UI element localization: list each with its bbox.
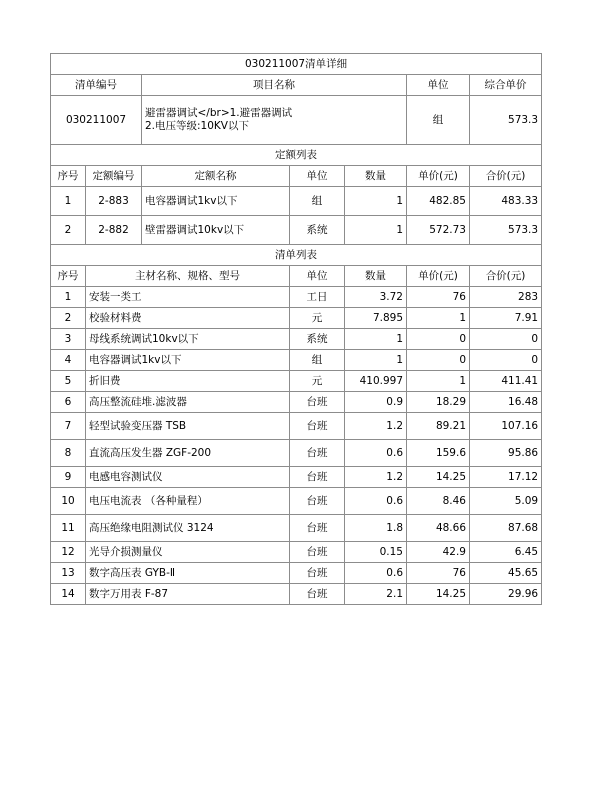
material-row bbox=[51, 350, 542, 371]
quota-row bbox=[51, 216, 542, 245]
material-unit: 元 bbox=[290, 371, 345, 392]
material-row bbox=[51, 308, 542, 329]
material-price: 1 bbox=[407, 371, 470, 392]
quota-row bbox=[51, 187, 542, 216]
material-row bbox=[51, 488, 542, 515]
material-name: 高压整流硅堆.滤波器 bbox=[86, 392, 290, 413]
material-price: 14.25 bbox=[407, 467, 470, 488]
material-total: 29.96 bbox=[470, 584, 542, 605]
material-price: 159.6 bbox=[407, 440, 470, 467]
material-no: 12 bbox=[51, 542, 86, 563]
material-row bbox=[51, 515, 542, 542]
material-qty: 0.6 bbox=[345, 440, 407, 467]
material-no: 6 bbox=[51, 392, 86, 413]
material-name: 安装一类工 bbox=[86, 287, 290, 308]
material-unit: 元 bbox=[290, 308, 345, 329]
material-unit: 组 bbox=[290, 350, 345, 371]
material-total: 45.65 bbox=[470, 563, 542, 584]
material-unit: 台班 bbox=[290, 515, 345, 542]
quota-total: 573.3 bbox=[470, 216, 542, 245]
quota-unit: 系统 bbox=[290, 216, 345, 245]
material-total: 17.12 bbox=[470, 467, 542, 488]
material-unit: 台班 bbox=[290, 413, 345, 440]
bill-code: 030211007 bbox=[51, 96, 142, 145]
bill-header-row bbox=[51, 75, 542, 96]
material-qty: 0.9 bbox=[345, 392, 407, 413]
material-unit: 台班 bbox=[290, 563, 345, 584]
bill-code-header: 清单编号 bbox=[51, 75, 142, 96]
quota-section-title: 定额列表 bbox=[51, 145, 542, 166]
material-no: 3 bbox=[51, 329, 86, 350]
material-name: 电感电容测试仪 bbox=[86, 467, 290, 488]
material-qty: 2.1 bbox=[345, 584, 407, 605]
material-total: 95.86 bbox=[470, 440, 542, 467]
material-price: 76 bbox=[407, 563, 470, 584]
material-total: 0 bbox=[470, 329, 542, 350]
material-total: 7.91 bbox=[470, 308, 542, 329]
material-total: 283 bbox=[470, 287, 542, 308]
material-price: 0 bbox=[407, 329, 470, 350]
quota-unit: 组 bbox=[290, 187, 345, 216]
quota-total: 483.33 bbox=[470, 187, 542, 216]
quota-name: 电容器调试1kv以下 bbox=[142, 187, 290, 216]
bill-row bbox=[51, 96, 542, 145]
material-name: 电压电流表 （各种量程） bbox=[86, 488, 290, 515]
material-name: 电容器调试1kv以下 bbox=[86, 350, 290, 371]
material-price: 42.9 bbox=[407, 542, 470, 563]
material-total-header: 合价(元) bbox=[470, 266, 542, 287]
material-price-header: 单价(元) bbox=[407, 266, 470, 287]
material-price: 18.29 bbox=[407, 392, 470, 413]
material-qty: 1.2 bbox=[345, 467, 407, 488]
quota-name: 壁雷器调试10kv以下 bbox=[142, 216, 290, 245]
quota-price-header: 单价(元) bbox=[407, 166, 470, 187]
material-name: 直流高压发生器 ZGF-200 bbox=[86, 440, 290, 467]
material-price: 0 bbox=[407, 350, 470, 371]
material-no: 5 bbox=[51, 371, 86, 392]
material-no: 14 bbox=[51, 584, 86, 605]
material-unit: 台班 bbox=[290, 584, 345, 605]
material-no: 11 bbox=[51, 515, 86, 542]
material-row bbox=[51, 392, 542, 413]
material-qty: 7.895 bbox=[345, 308, 407, 329]
quota-qty: 1 bbox=[345, 187, 407, 216]
material-price: 1 bbox=[407, 308, 470, 329]
material-total: 411.41 bbox=[470, 371, 542, 392]
material-total: 0 bbox=[470, 350, 542, 371]
material-no: 2 bbox=[51, 308, 86, 329]
material-unit: 台班 bbox=[290, 440, 345, 467]
material-qty: 1.8 bbox=[345, 515, 407, 542]
material-name: 折旧费 bbox=[86, 371, 290, 392]
material-unit: 台班 bbox=[290, 488, 345, 515]
material-no: 13 bbox=[51, 563, 86, 584]
material-no: 1 bbox=[51, 287, 86, 308]
material-row bbox=[51, 563, 542, 584]
quota-no-header: 序号 bbox=[51, 166, 86, 187]
quota-price: 572.73 bbox=[407, 216, 470, 245]
material-qty: 410.997 bbox=[345, 371, 407, 392]
bill-name-header: 项目名称 bbox=[142, 75, 407, 96]
material-qty: 1 bbox=[345, 329, 407, 350]
material-price: 14.25 bbox=[407, 584, 470, 605]
material-row bbox=[51, 329, 542, 350]
material-total: 107.16 bbox=[470, 413, 542, 440]
bill-name-line1: 避雷器调试</br>1.避雷器调试 bbox=[145, 107, 293, 119]
materials-section-title: 清单列表 bbox=[51, 245, 542, 266]
material-qty: 0.6 bbox=[345, 563, 407, 584]
material-qty: 0.6 bbox=[345, 488, 407, 515]
material-price: 89.21 bbox=[407, 413, 470, 440]
material-qty: 0.15 bbox=[345, 542, 407, 563]
material-no-header: 序号 bbox=[51, 266, 86, 287]
bill-unit-header: 单位 bbox=[407, 75, 470, 96]
material-unit: 台班 bbox=[290, 467, 345, 488]
bill-unit: 组 bbox=[407, 96, 470, 145]
material-no: 9 bbox=[51, 467, 86, 488]
quota-no: 1 bbox=[51, 187, 86, 216]
bill-name-line2: 2.电压等级:10KV以下 bbox=[145, 120, 249, 132]
material-qty-header: 数量 bbox=[345, 266, 407, 287]
material-price: 48.66 bbox=[407, 515, 470, 542]
title-row bbox=[51, 54, 542, 75]
material-price: 76 bbox=[407, 287, 470, 308]
material-no: 7 bbox=[51, 413, 86, 440]
material-total: 16.48 bbox=[470, 392, 542, 413]
quota-header-row bbox=[51, 166, 542, 187]
quota-code: 2-883 bbox=[86, 187, 142, 216]
material-row bbox=[51, 287, 542, 308]
materials-section-row bbox=[51, 245, 542, 266]
materials-header-row bbox=[51, 266, 542, 287]
quota-code: 2-882 bbox=[86, 216, 142, 245]
page-title: 030211007清单详细 bbox=[51, 54, 542, 75]
material-name: 校验材料费 bbox=[86, 308, 290, 329]
material-unit: 工日 bbox=[290, 287, 345, 308]
material-name: 数字高压表 GYB-Ⅱ bbox=[86, 563, 290, 584]
quota-total-header: 合价(元) bbox=[470, 166, 542, 187]
material-row bbox=[51, 440, 542, 467]
material-unit-header: 单位 bbox=[290, 266, 345, 287]
quota-qty-header: 数量 bbox=[345, 166, 407, 187]
material-row bbox=[51, 371, 542, 392]
quota-unit-header: 单位 bbox=[290, 166, 345, 187]
bill-price: 573.3 bbox=[470, 96, 542, 145]
material-unit: 台班 bbox=[290, 392, 345, 413]
material-no: 4 bbox=[51, 350, 86, 371]
material-name: 轻型试验变压器 TSB bbox=[86, 413, 290, 440]
bill-name bbox=[142, 96, 407, 145]
material-qty: 1.2 bbox=[345, 413, 407, 440]
material-row bbox=[51, 542, 542, 563]
quota-qty: 1 bbox=[345, 216, 407, 245]
material-no: 8 bbox=[51, 440, 86, 467]
bill-price-header: 综合单价 bbox=[470, 75, 542, 96]
material-price: 8.46 bbox=[407, 488, 470, 515]
material-unit: 系统 bbox=[290, 329, 345, 350]
bill-detail-table bbox=[50, 53, 542, 605]
material-name: 高压绝缘电阻测试仪 3124 bbox=[86, 515, 290, 542]
quota-no: 2 bbox=[51, 216, 86, 245]
material-total: 6.45 bbox=[470, 542, 542, 563]
material-total: 5.09 bbox=[470, 488, 542, 515]
quota-price: 482.85 bbox=[407, 187, 470, 216]
material-name: 光导介损测量仪 bbox=[86, 542, 290, 563]
material-name: 母线系统调试10kv以下 bbox=[86, 329, 290, 350]
quota-section-row bbox=[51, 145, 542, 166]
material-row bbox=[51, 467, 542, 488]
material-unit: 台班 bbox=[290, 542, 345, 563]
material-qty: 1 bbox=[345, 350, 407, 371]
quota-code-header: 定额编号 bbox=[86, 166, 142, 187]
quota-name-header: 定额名称 bbox=[142, 166, 290, 187]
material-row bbox=[51, 584, 542, 605]
material-name: 数字万用表 F-87 bbox=[86, 584, 290, 605]
material-no: 10 bbox=[51, 488, 86, 515]
material-row bbox=[51, 413, 542, 440]
material-qty: 3.72 bbox=[345, 287, 407, 308]
material-name-header: 主材名称、规格、型号 bbox=[86, 266, 290, 287]
material-total: 87.68 bbox=[470, 515, 542, 542]
